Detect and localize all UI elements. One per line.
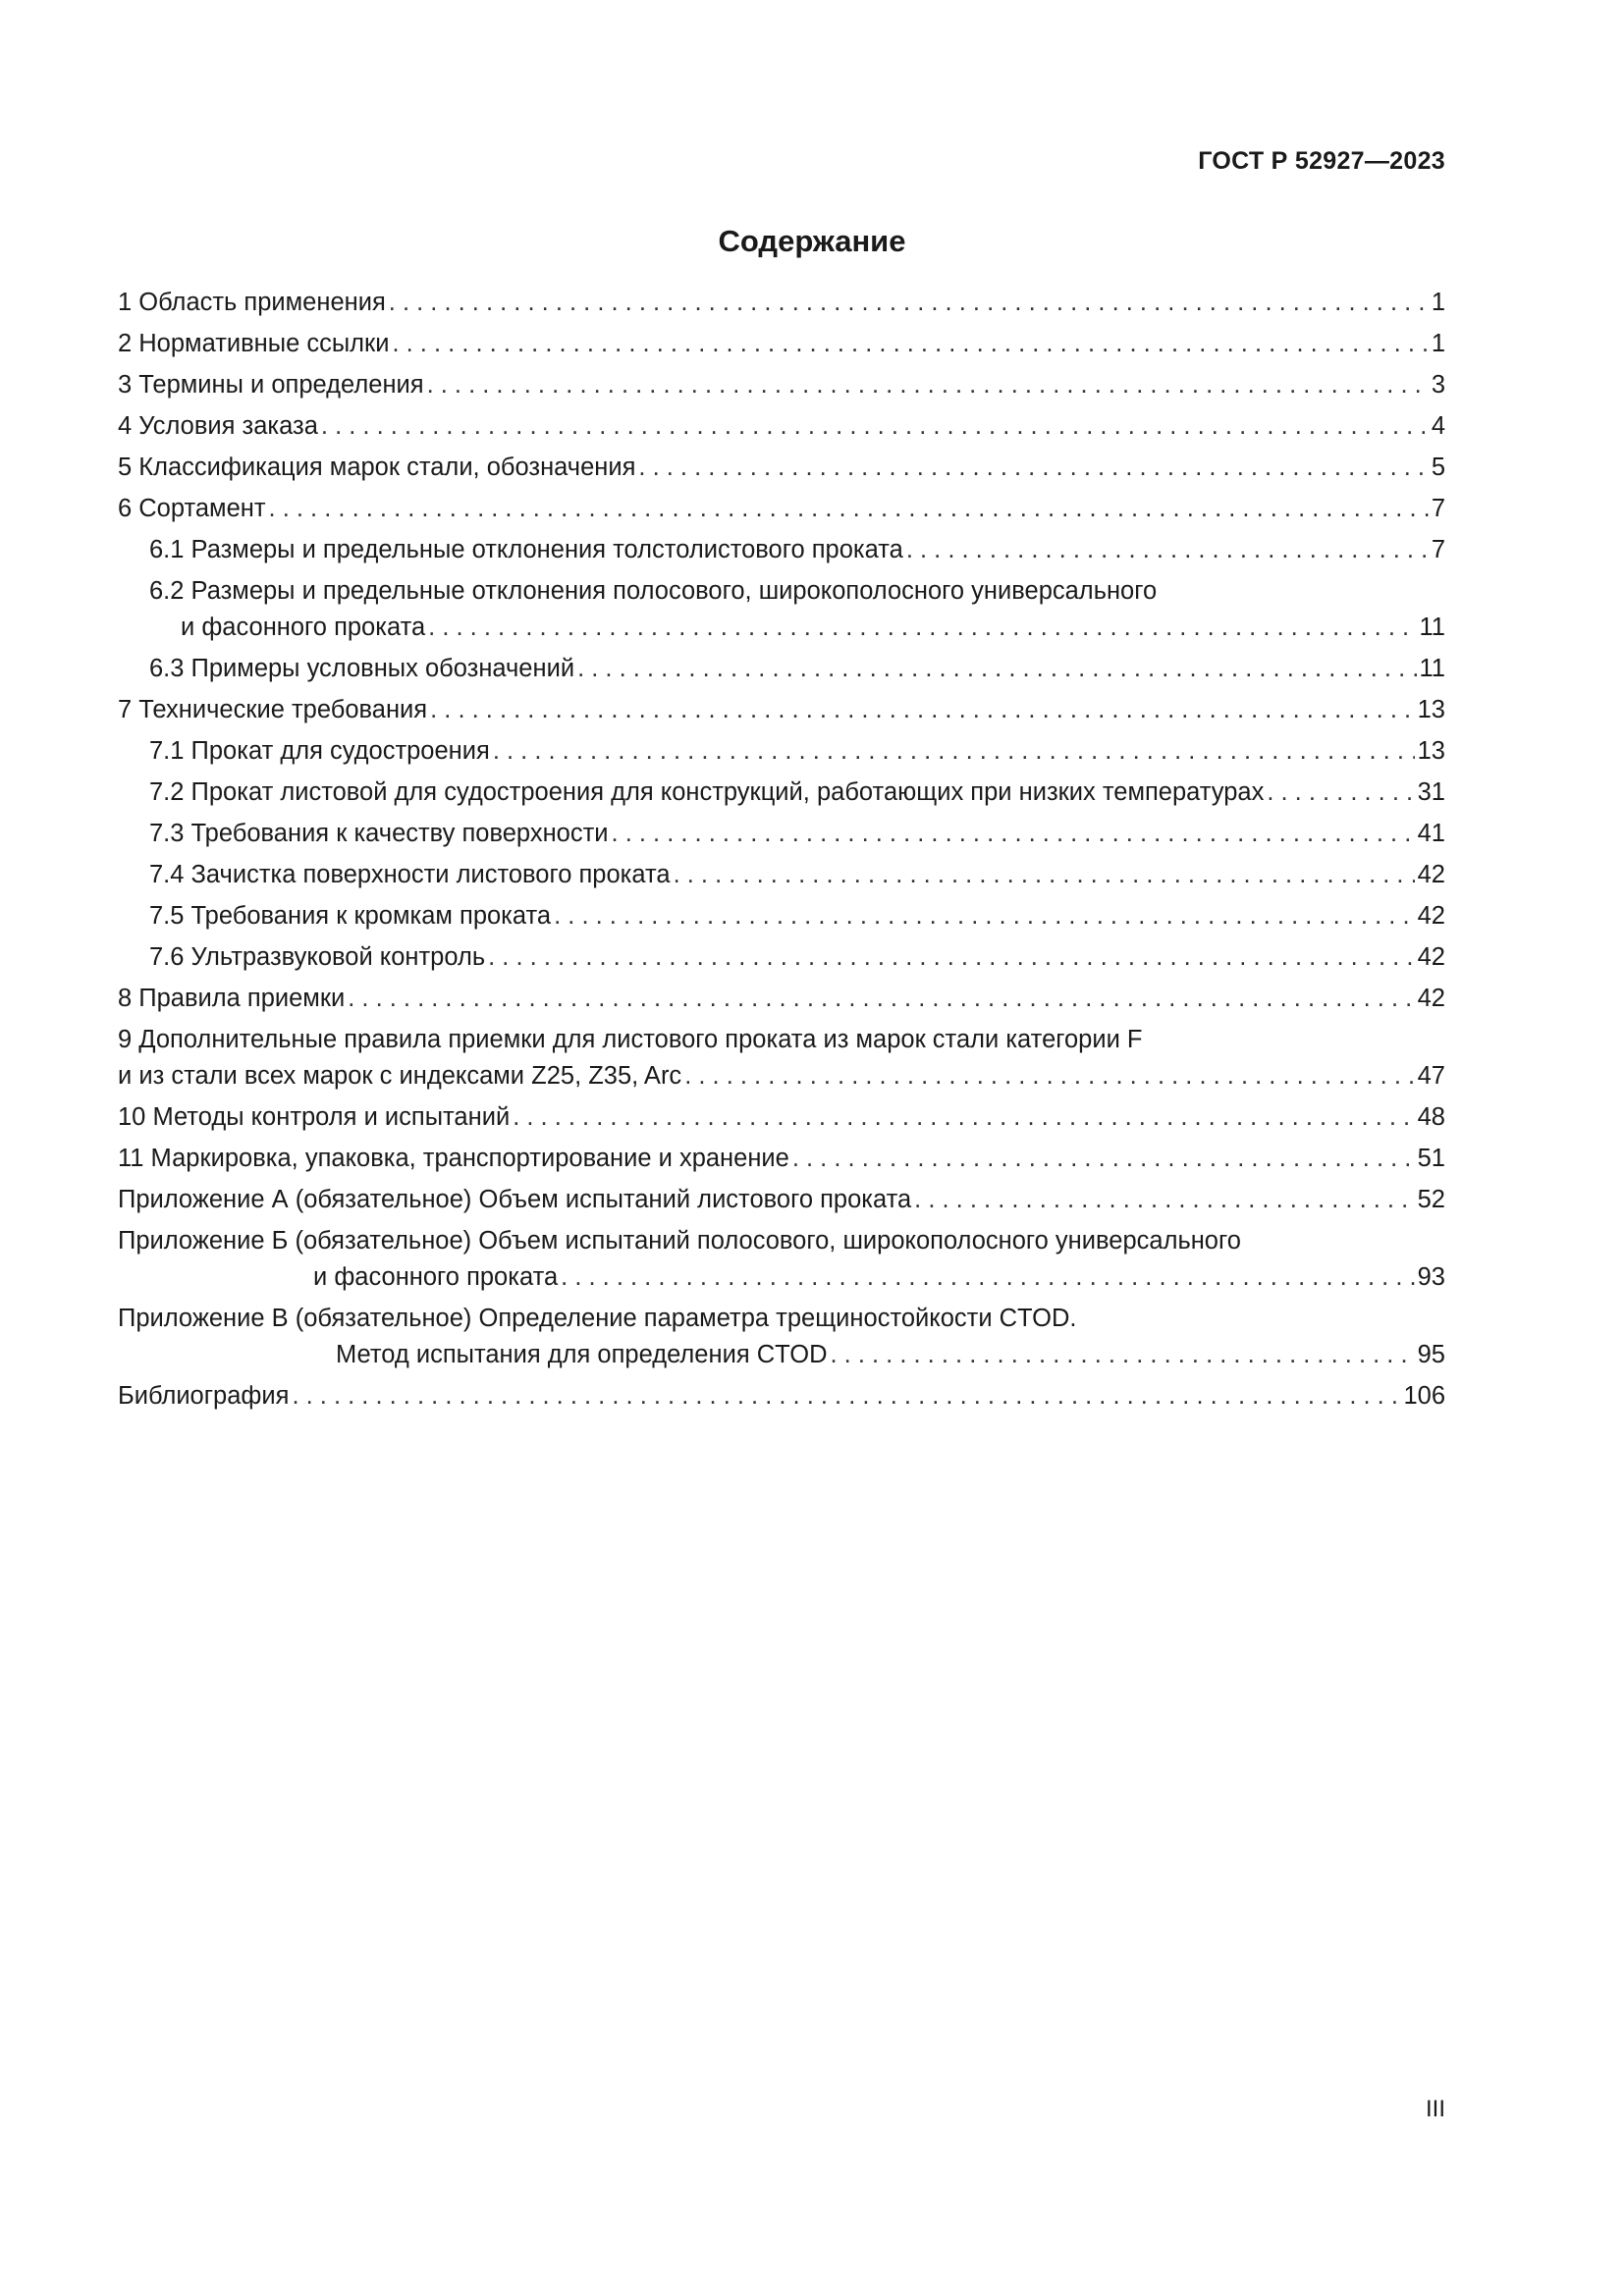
dot-leader [269,491,1429,527]
toc-page-number: 106 [1403,1382,1445,1410]
toc-entry[interactable] [118,1301,1445,1373]
toc-entry[interactable] [118,1223,1445,1296]
toc-entry[interactable] [118,857,1445,893]
dot-leader [684,1058,1414,1095]
toc-page-number: 11 [1419,655,1445,682]
toc-entry-text: 6.3 Примеры условных обозначений [149,655,575,682]
toc-entry[interactable] [118,408,1445,445]
toc-entry[interactable] [118,1022,1445,1095]
dot-leader [321,408,1429,445]
toc-entry[interactable] [118,367,1445,403]
dot-leader [831,1337,1415,1373]
toc-page-number: 7 [1431,495,1445,522]
toc-entry[interactable] [118,450,1445,486]
toc-entry-text: 6 Сортамент [118,495,266,522]
toc-entry[interactable] [118,532,1445,568]
toc-entry-text: 7.4 Зачистка поверхности листового проката [149,861,671,888]
toc-entry-text: 1 Область применения [118,289,386,316]
toc-page-number: 31 [1417,778,1445,806]
toc-entry-text: 7.1 Прокат для судостроения [149,737,490,765]
toc-page-number: 13 [1417,737,1445,765]
toc-entry[interactable] [118,939,1445,976]
toc-entry-text: 7.5 Требования к кромкам проката [149,902,552,930]
dot-leader [428,610,1416,646]
page-number: III [1425,2096,1445,2122]
toc-page-number: 3 [1431,371,1445,399]
dot-leader [1267,774,1414,811]
toc-page-number: 1 [1431,330,1445,357]
toc-entry-text: 10 Методы контроля и испытаний [118,1103,511,1131]
toc-entry[interactable] [118,981,1445,1017]
toc-entry-text: Метод испытания для определения CTOD [336,1341,828,1368]
toc-entry[interactable] [118,1141,1445,1177]
toc-entry[interactable] [118,1099,1445,1136]
dot-leader [392,326,1428,362]
toc-entry-text: 8 Правила приемки [118,985,346,1012]
toc-entry-text: Приложение Б (обязательное) Объем испытаний полосового, широкополосного универсального [118,1227,1241,1255]
toc-entry-text: 6.1 Размеры и предельные отклонения толстолистового проката [149,536,903,563]
toc-page-number: 42 [1417,861,1445,888]
toc-title: Содержание [718,224,906,258]
toc-page-number: 93 [1417,1263,1445,1291]
toc-entry-text: 5 Классификация марок стали, обозначения [118,454,636,481]
toc-page-number: 42 [1417,943,1445,971]
toc-entry-text: и фасонного проката [313,1263,559,1291]
dot-leader [348,981,1414,1017]
toc-entry[interactable] [118,326,1445,362]
dot-leader [612,816,1415,852]
dot-leader [914,1182,1414,1218]
toc-entry[interactable] [118,692,1445,728]
dot-leader [554,898,1415,934]
dot-leader [427,367,1429,403]
toc-entry-text: 3 Термины и определения [118,371,424,399]
toc-entry[interactable] [118,898,1445,934]
document-code: ГОСТ Р 52927—2023 [1198,147,1445,175]
toc-entry[interactable] [118,491,1445,527]
toc-page-number: 95 [1417,1341,1445,1368]
toc-entry-text: 6.2 Размеры и предельные отклонения полосового, широкополосного универсального [149,577,1158,605]
toc-page-number: 13 [1417,696,1445,723]
dot-leader [430,692,1415,728]
toc-page-number: 52 [1417,1186,1445,1213]
toc-page-number: 4 [1431,412,1445,440]
toc-entry[interactable] [118,573,1445,646]
dot-leader [638,450,1428,486]
toc-page-number: 1 [1431,289,1445,316]
toc-entry[interactable] [118,1378,1445,1415]
toc-entry-text: Библиография [118,1382,290,1410]
toc-page-number: 51 [1417,1145,1445,1172]
toc-entry-text: 7 Технические требования [118,696,428,723]
toc-page-number: 11 [1419,614,1445,641]
toc-entry-text: Приложение А (обязательное) Объем испытаний листового проката [118,1186,912,1213]
dot-leader [906,532,1429,568]
toc-page-number: 48 [1417,1103,1445,1131]
table-of-contents [118,285,1445,1419]
dot-leader [561,1259,1414,1296]
toc-entry-text: и фасонного проката [181,614,426,641]
dot-leader [493,733,1415,770]
dot-leader [674,857,1415,893]
toc-entry-text: 11 Маркировка, упаковка, транспортирование и хранение [118,1145,789,1172]
dot-leader [389,285,1429,321]
toc-entry-text: и из стали всех марок с индексами Z25, Z35, Arc [118,1062,682,1090]
toc-page-number: 41 [1417,820,1445,847]
toc-entry-text: 7.6 Ультразвуковой контроль [149,943,486,971]
toc-entry[interactable] [118,774,1445,811]
toc-entry[interactable] [118,285,1445,321]
dot-leader [513,1099,1414,1136]
toc-entry[interactable] [118,1182,1445,1218]
toc-entry-text: 4 Условия заказа [118,412,318,440]
toc-entry-text: Приложение В (обязательное) Определение параметра трещиностойкости CTOD. [118,1305,1077,1332]
toc-page-number: 42 [1417,902,1445,930]
toc-page-number: 47 [1417,1062,1445,1090]
toc-page-number: 5 [1431,454,1445,481]
toc-entry[interactable] [118,651,1445,687]
dot-leader [488,939,1414,976]
toc-entry-text: 9 Дополнительные правила приемки для листового проката из марок стали категории F [118,1026,1143,1053]
toc-page-number: 7 [1431,536,1445,563]
toc-page-number: 42 [1417,985,1445,1012]
dot-leader [292,1378,1400,1415]
toc-entry-text: 2 Нормативные ссылки [118,330,390,357]
toc-entry-text: 7.2 Прокат листовой для судостроения для конструкций, работающих при низких температурах [149,778,1265,806]
toc-entry-text: 7.3 Требования к качеству поверхности [149,820,609,847]
dot-leader [577,651,1416,687]
dot-leader [792,1141,1415,1177]
toc-entry[interactable] [118,733,1445,770]
toc-entry[interactable] [118,816,1445,852]
